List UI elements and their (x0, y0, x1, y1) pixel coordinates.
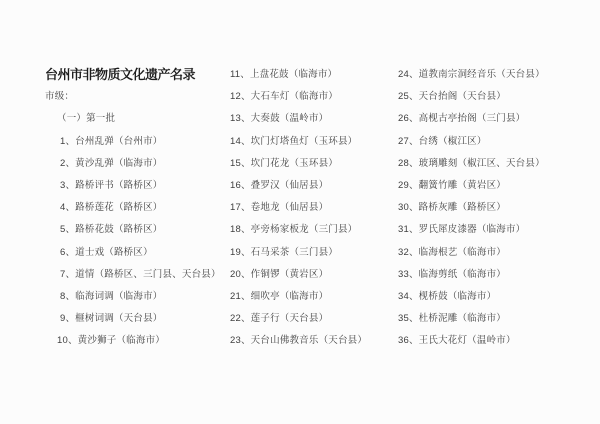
list-item: 10、黄沙狮子（临海市） (57, 335, 165, 347)
list-item: 21、细吹亭（临海市） (230, 290, 329, 302)
list-item: 2、黄沙乱弹（临海市） (60, 157, 163, 169)
list-item: 29、翻簧竹雕（黄岩区） (398, 179, 506, 191)
column-first (45, 64, 221, 352)
list-item: 26、高枧古亭抬阁（三门县） (398, 113, 526, 125)
list-item: 23、天台山佛教音乐（天台县） (230, 335, 368, 347)
list-item: 13、大奏鼓（温岭市） (230, 113, 329, 125)
list-item: 6、道士戏（路桥区） (60, 246, 153, 258)
list-item: 8、临海词调（临海市） (60, 290, 163, 302)
list-item: 3、路桥评书（路桥区） (60, 179, 163, 191)
batch-label: （一）第一批 (57, 113, 116, 125)
list-item: 24、道教南宗洞经音乐（天台县） (398, 69, 545, 80)
list-item: 5、路桥花鼓（路桥区） (60, 224, 163, 236)
list-item: 34、枧桥鼓（临海市） (398, 290, 497, 302)
list-item: 18、亭旁杨家板龙（三门县） (230, 224, 358, 236)
list-item: 12、大石车灯（临海市） (230, 91, 338, 103)
list-item: 32、临海根艺（临海市） (398, 246, 506, 258)
list-item: 4、路桥莲花（路桥区） (60, 202, 163, 214)
list-item: 33、临海剪纸（临海市） (398, 268, 506, 280)
list-item: 22、莲子行（天台县） (230, 313, 329, 325)
heritage-list-items-24-36 (398, 64, 545, 352)
list-item: 35、杜桥泥雕（临海市） (398, 313, 506, 325)
list-item: 28、玻璃雕刻（椒江区、天台县） (398, 157, 545, 169)
heritage-list-items-1-10 (45, 131, 221, 353)
list-item: 20、作铜锣（黄岩区） (230, 268, 329, 280)
list-item: 14、坎门灯塔鱼灯（玉环县） (230, 135, 358, 147)
heritage-list-items-11-23 (230, 64, 367, 352)
list-item: 11、上盘花鼓（临海市） (230, 69, 338, 80)
list-item: 25、天台抬阁（天台县） (398, 91, 506, 103)
list-item: 30、路桥灰雕（路桥区） (398, 202, 506, 214)
list-item: 36、王氏大花灯（温岭市） (398, 335, 516, 347)
list-item: 1、台州乱弹（台州市） (60, 135, 163, 147)
list-item: 27、台绣（椒江区） (398, 135, 487, 147)
list-item: 19、石马采茶（三门县） (230, 246, 338, 258)
list-item: 9、榧树词调（天台县） (60, 313, 163, 325)
list-item: 31、罗氏犀皮漆器（临海市） (398, 224, 526, 236)
page-title: 台州市非物质文化遗产名录 (45, 67, 196, 82)
list-item: 7、道情（路桥区、三门县、天台县） (60, 268, 221, 280)
list-item: 17、卷地龙（仙居县） (230, 202, 329, 214)
list-item: 15、坎门花龙（玉环县） (230, 157, 338, 169)
list-item: 16、叠罗汉（仙居县） (230, 179, 329, 191)
level-label: 市级： (45, 91, 75, 103)
